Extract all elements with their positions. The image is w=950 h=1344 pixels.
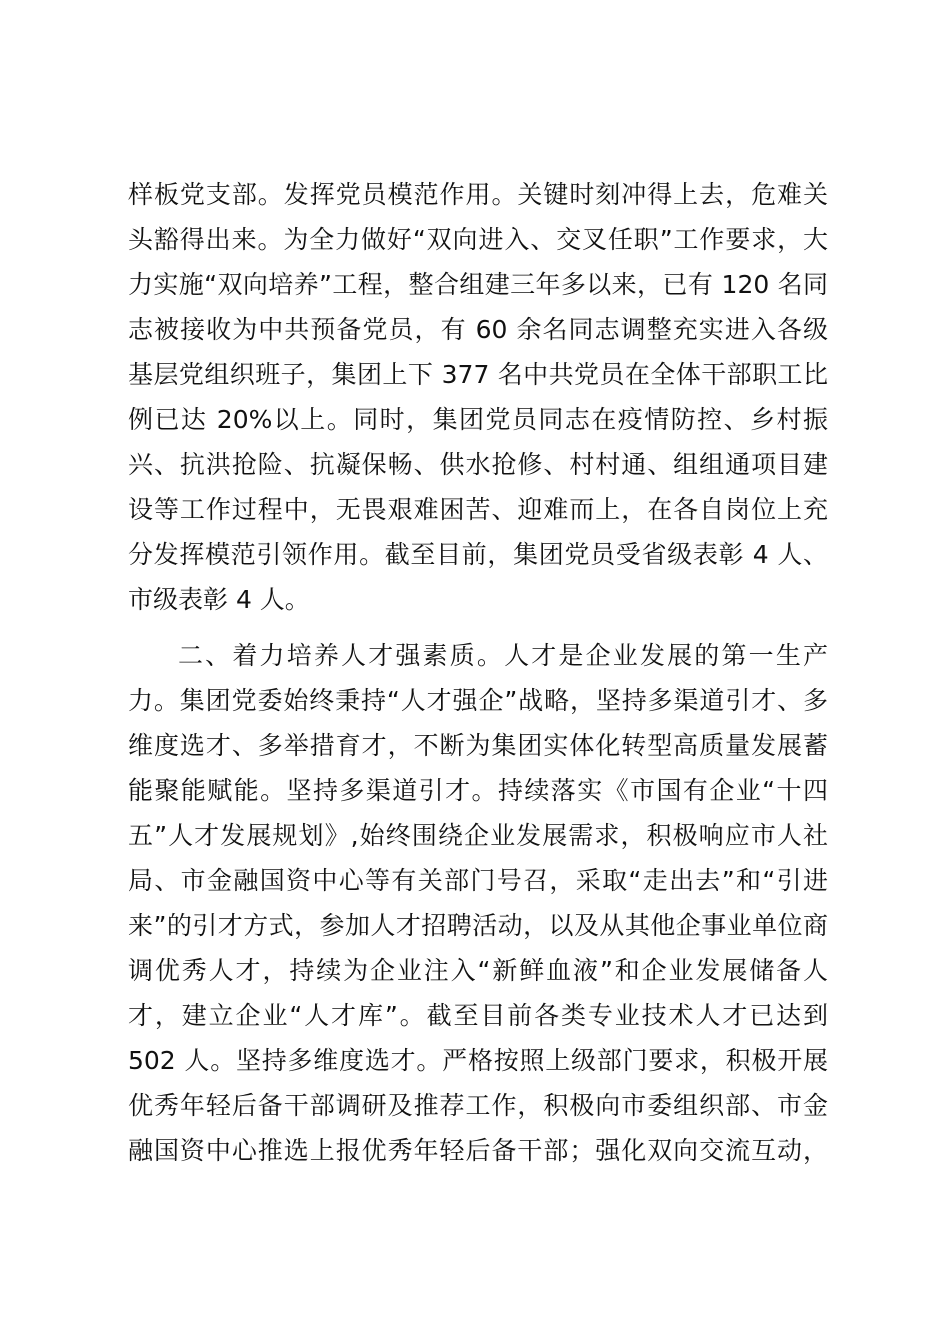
body-text xyxy=(128,172,828,1173)
paragraph-2 xyxy=(128,633,828,1173)
text-line: 维度选才、多举措育才，不断为集团实体化转型高质量发展蓄 xyxy=(128,731,828,760)
text-line: 头豁得出来。为全力做好“双向进入、交叉任职”工作要求，大 xyxy=(128,225,828,254)
text-line: 来”的引才方式，参加人才招聘活动，以及从其他企事业单位商 xyxy=(128,911,828,940)
text-line: 分发挥模范引领作用。截至目前，集团党员受省级表彰 4 人、 xyxy=(128,540,828,569)
text-line: 志被接收为中共预备党员，有 60 余名同志调整充实进入各级 xyxy=(128,315,828,344)
text-line: 才，建立企业“人才库”。截至目前各类专业技术人才已达到 xyxy=(128,1001,828,1030)
text-line: 兴、抗洪抢险、抗凝保畅、供水抢修、村村通、组组通项目建 xyxy=(128,450,828,479)
paragraph-1 xyxy=(128,172,828,622)
text-line: 力实施“双向培养”工程，整合组建三年多以来，已有 120 名同 xyxy=(128,270,828,299)
text-line: 优秀年轻后备干部调研及推荐工作，积极向市委组织部、市金 xyxy=(128,1091,828,1120)
text-line: 例已达 20%以上。同时，集团党员同志在疫情防控、乡村振 xyxy=(128,405,828,434)
text-line: 五”人才发展规划》,始终围绕企业发展需求，积极响应市人社 xyxy=(128,821,828,850)
paragraph-gap xyxy=(128,622,828,633)
text-line: 设等工作过程中，无畏艰难困苦、迎难而上，在各自岗位上充 xyxy=(128,495,828,524)
text-line: 调优秀人才，持续为企业注入“新鲜血液”和企业发展储备人 xyxy=(128,956,828,985)
text-line: 市级表彰 4 人。 xyxy=(128,585,310,614)
text-line: 502 人。坚持多维度选才。严格按照上级部门要求，积极开展 xyxy=(128,1046,828,1075)
text-line: 力。集团党委始终秉持“人才强企”战略，坚持多渠道引才、多 xyxy=(128,686,828,715)
text-line: 基层党组织班子，集团上下 377 名中共党员在全体干部职工比 xyxy=(128,360,828,389)
text-line: 融国资中心推选上报优秀年轻后备干部；强化双向交流互动， xyxy=(128,1136,828,1165)
text-line: 二、着力培养人才强素质。人才是企业发展的第一生产 xyxy=(178,641,828,670)
text-line: 样板党支部。发挥党员模范作用。关键时刻冲得上去，危难关 xyxy=(128,180,828,209)
text-line: 局、市金融国资中心等有关部门号召，采取“走出去”和“引进 xyxy=(128,866,828,895)
text-line: 能聚能赋能。坚持多渠道引才。持续落实《市国有企业“十四 xyxy=(128,776,828,805)
